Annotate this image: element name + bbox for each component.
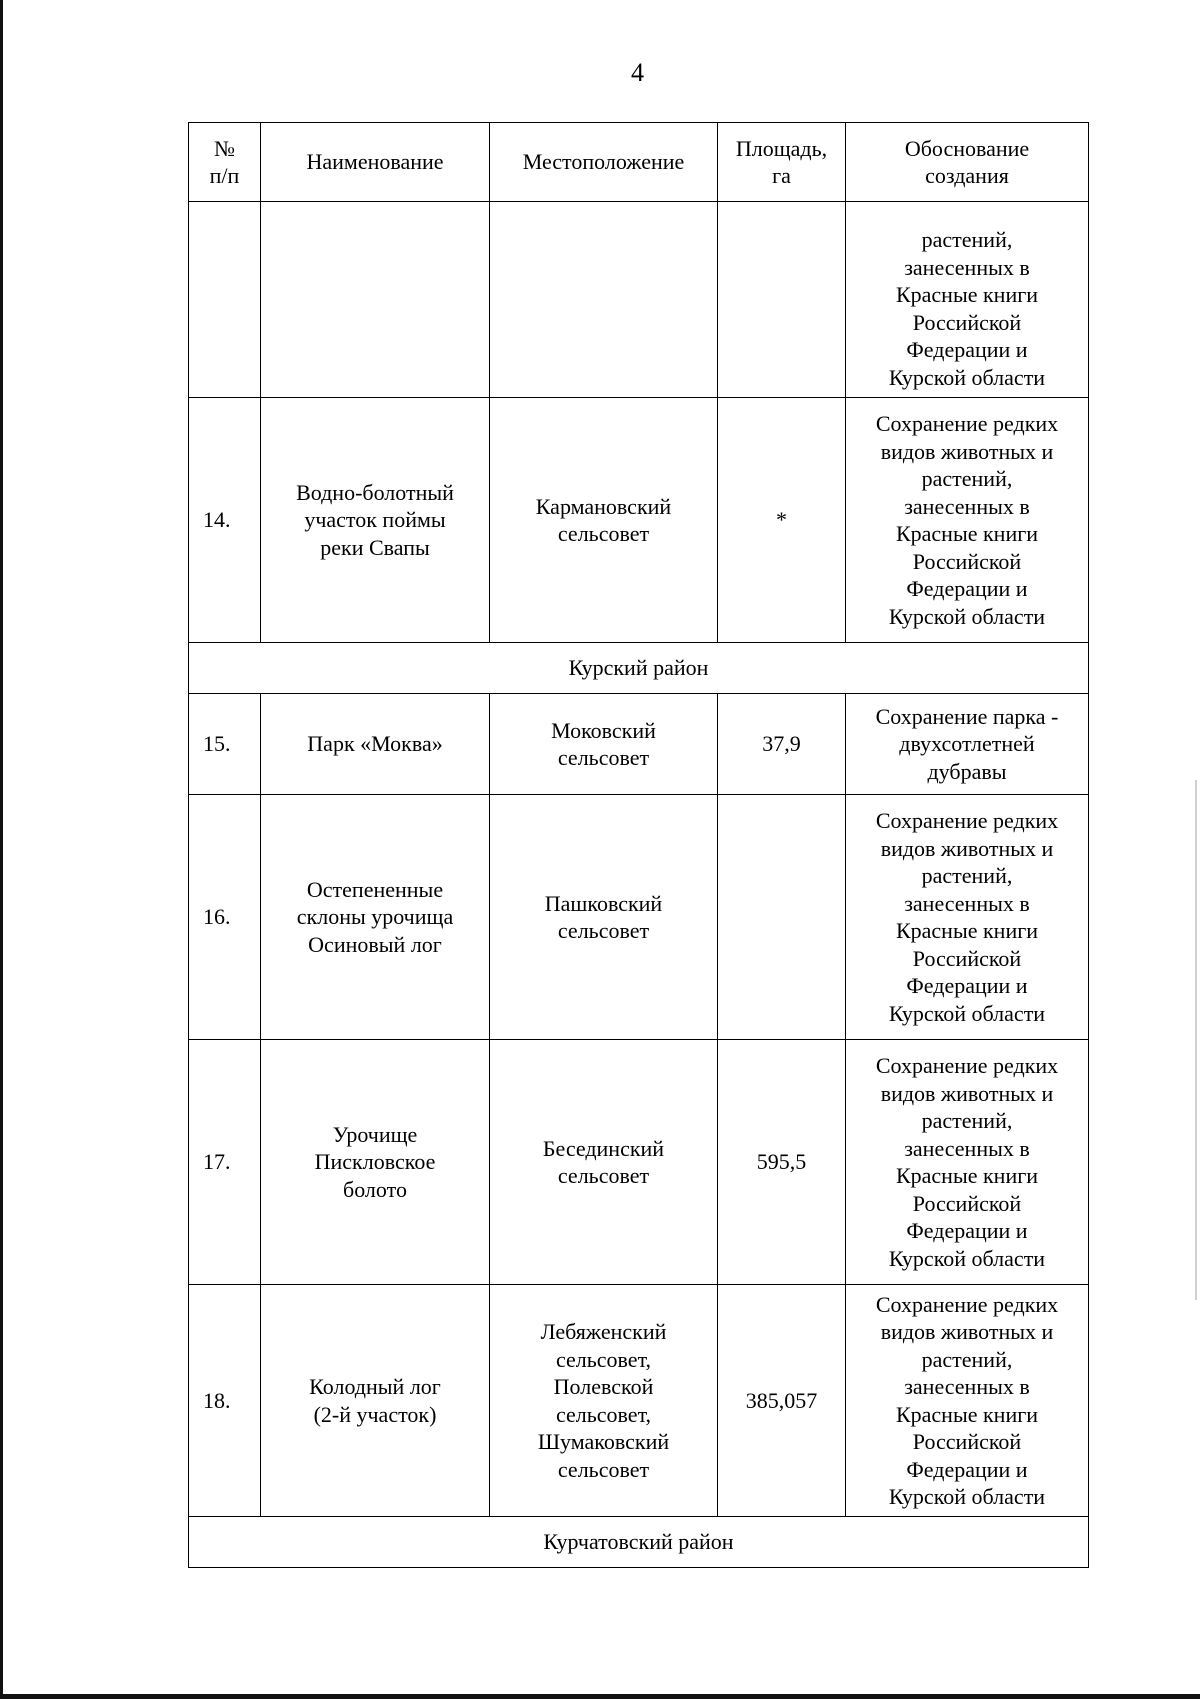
cell-reason: Сохранение редких видов животных и растений, занесенных в Красные книги Российской Федерации и Курской области (846, 1040, 1089, 1285)
header-num: № п/п (189, 123, 261, 202)
table-row (189, 694, 1089, 795)
cell-location: Моковский сельсовет (490, 694, 718, 795)
table-row-continuation (189, 202, 1089, 398)
header-location: Местоположение (490, 123, 718, 202)
cell-area: 385,057 (718, 1285, 846, 1517)
table-row (189, 795, 1089, 1040)
cell-num: 15. (189, 694, 261, 795)
scan-edge-bottom (0, 1694, 1200, 1699)
cell-num: 17. (189, 1040, 261, 1285)
cell-location: Кармановский сельсовет (490, 398, 718, 643)
scan-edge-right (1195, 780, 1197, 1300)
scan-edge-left (0, 0, 3, 1699)
cell-num: 16. (189, 795, 261, 1040)
cell-name: Водно-болотный участок поймы реки Свапы (261, 398, 490, 643)
cell-name: Урочище Пискловское болото (261, 1040, 490, 1285)
cell-location (490, 202, 718, 398)
region-row (189, 643, 1089, 694)
cell-name (261, 202, 490, 398)
cell-area (718, 202, 846, 398)
header-area: Площадь, га (718, 123, 846, 202)
cell-name: Парк «Моква» (261, 694, 490, 795)
cell-location: Лебяженский сельсовет, Полевской сельсовет, Шумаковский сельсовет (490, 1285, 718, 1517)
reserves-table (188, 122, 1089, 1568)
cell-num: 14. (189, 398, 261, 643)
region-heading-kurchatovsky: Курчатовский район (189, 1517, 1089, 1568)
cell-name: Колодный лог (2-й участок) (261, 1285, 490, 1517)
cell-area: 37,9 (718, 694, 846, 795)
header-reason: Обоснование создания (846, 123, 1089, 202)
cell-name: Остепененные склоны урочища Осиновый лог (261, 795, 490, 1040)
cell-reason: Сохранение редких видов животных и растений, занесенных в Красные книги Российской Федерации и Курской области (846, 398, 1089, 643)
table-row (189, 1285, 1089, 1517)
table-row (189, 398, 1089, 643)
region-heading-kursky: Курский район (189, 643, 1089, 694)
table-row (189, 1040, 1089, 1285)
cell-reason: растений, занесенных в Красные книги Российской Федерации и Курской области (846, 202, 1089, 398)
cell-location: Бесединский сельсовет (490, 1040, 718, 1285)
cell-reason: Сохранение редких видов животных и растений, занесенных в Красные книги Российской Федерации и Курской области (846, 795, 1089, 1040)
cell-reason: Сохранение редких видов животных и растений, занесенных в Красные книги Российской Федерации и Курской области (846, 1285, 1089, 1517)
header-name: Наименование (261, 123, 490, 202)
region-row (189, 1517, 1089, 1568)
cell-area (718, 795, 846, 1040)
cell-area: 595,5 (718, 1040, 846, 1285)
table-header-row (189, 123, 1089, 202)
cell-reason: Сохранение парка - двухсотлетней дубравы (846, 694, 1089, 795)
cell-num: 18. (189, 1285, 261, 1517)
cell-num (189, 202, 261, 398)
cell-area: * (718, 398, 846, 643)
cell-location: Пашковский сельсовет (490, 795, 718, 1040)
page-number: 4 (631, 58, 644, 87)
